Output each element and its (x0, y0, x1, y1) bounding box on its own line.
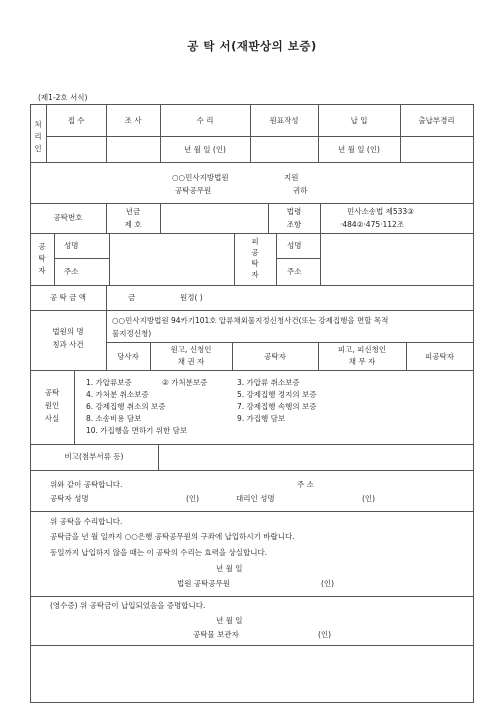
cause-item: 7. 강제집행 속행의 보증 (237, 402, 317, 411)
processor-label: 처 리 인 (34, 120, 42, 153)
deposit-number-label: 공탁번호 (53, 213, 83, 222)
party-depositor: 공탁자 (264, 352, 286, 361)
depositee-name-label: 성명 (287, 241, 302, 250)
accept-date: 년 월 일 (인) (184, 145, 226, 154)
table-rule (158, 444, 159, 470)
table-rule (160, 203, 161, 233)
table-rule (30, 104, 31, 162)
year-label: 년금 (125, 207, 141, 216)
custodian-label: 공탁물 보관자 (193, 630, 239, 639)
party-label: 당사자 (117, 352, 139, 361)
accept-date-line: 년 월 일 (216, 564, 243, 573)
header-ledger: 원표작성 (269, 116, 299, 125)
number-label: 제 호 (124, 220, 142, 229)
receipt-date-line: 년 월 일 (216, 616, 243, 625)
accept-text-3: 동일까지 납입하지 않을 때는 이 공탁의 수리는 효력을 상실합니다. (50, 548, 268, 557)
party-depositee: 피공탁자 (425, 352, 454, 361)
header-accept: 수 리 (196, 116, 214, 125)
table-rule (109, 233, 110, 285)
creditor-label: 채 권 자 (177, 357, 205, 366)
table-rule (74, 370, 75, 444)
depositor-seal: (인) (186, 494, 200, 503)
table-rule (276, 233, 277, 285)
table-rule (473, 104, 474, 162)
court-branch: 지원 (284, 173, 299, 182)
table-rule (30, 511, 474, 512)
table-rule (30, 370, 474, 371)
table-rule (106, 104, 107, 162)
cause-item: 6. 강제집행 취소의 보증 (86, 402, 166, 411)
cause-item: 3. 가압류 취소보증 (237, 378, 300, 387)
outer-border-bottom (30, 702, 474, 703)
cause-item: 9. 가집행 담보 (237, 414, 286, 423)
article-label: 조항 (286, 220, 302, 229)
table-rule (30, 596, 474, 597)
depositor-sign-label: 공탁자 성명 (50, 494, 89, 503)
table-border (30, 104, 474, 105)
address-label: 주 소 (297, 480, 314, 489)
article-value: ·484②·475·112조 (340, 220, 405, 229)
court-name: ○○민사지방법원 (172, 173, 229, 182)
header-payment: 납 입 (350, 116, 368, 125)
officer-seal: (인) (321, 579, 335, 588)
document-title: 공 탁 서(재판상의 보증) (187, 39, 317, 53)
agent-name-label: 대리인 성명 (236, 494, 275, 503)
table-rule (400, 104, 401, 162)
cause-item: 1. 가압류보증 (86, 378, 132, 387)
payment-date: 년 월 일 (인) (338, 145, 380, 154)
depositor-address-label: 주소 (64, 267, 79, 276)
table-rule (276, 258, 320, 259)
amount-prefix: 금 (128, 293, 136, 302)
declaration-text: 위와 같이 공탁합니다. (50, 480, 123, 489)
table-rule (320, 233, 321, 285)
case-label-2: 칭과 사건 (52, 340, 84, 349)
table-rule (30, 233, 474, 234)
table-rule (30, 444, 474, 445)
table-rule (30, 470, 474, 471)
cause-item: ② 가처분보증 (162, 378, 208, 387)
table-rule (106, 285, 107, 310)
amount-label: 공 탁 금 액 (49, 293, 87, 302)
receipt-text: (영수증) 위 공탁금이 납입되었음을 증명합니다. (50, 601, 206, 610)
table-rule (30, 310, 474, 311)
court-officer-label: 법원 공탁공무원 (177, 579, 231, 588)
amount-unit: 원정( ) (180, 293, 203, 302)
header-cashbook: 출납부경리 (418, 116, 455, 125)
accept-text-1: 위 공탁을 수리합니다. (50, 517, 123, 526)
table-rule (46, 104, 47, 162)
agent-seal: (인) (362, 494, 376, 503)
case-label-1: 법원의 명 (52, 327, 84, 336)
remarks-label: 비고(첨부서류 등) (64, 452, 124, 461)
table-rule (30, 162, 474, 163)
law-label: 법령 (286, 207, 302, 216)
case-text-1: ○○민사지방법원 94카기101호 압류채외물지정신청사건(또는 강제집행을 면할 목적 (112, 316, 389, 325)
depositee-address-label: 주소 (287, 267, 302, 276)
outer-border-right (473, 162, 474, 703)
law-value: 민사소송법 제533③ (347, 207, 414, 216)
cause-label: 공탁 원인 사실 (44, 388, 60, 423)
depositor-name-label: 성명 (64, 241, 79, 250)
cause-item: 4. 가처분 취소보증 (86, 390, 149, 399)
officer-title: 공탁공무원 (175, 186, 212, 195)
addressee-suffix: 귀하 (293, 186, 308, 195)
table-rule (30, 285, 474, 286)
plaintiff-label: 원고, 신청인 (170, 345, 212, 354)
debtor-label: 채 무 자 (348, 357, 376, 366)
case-text-2: 물지정신청) (112, 329, 152, 338)
table-rule (30, 203, 474, 204)
table-rule (234, 233, 235, 285)
table-rule (106, 342, 474, 343)
cause-item: 10. 가집행을 면하기 위한 담보 (86, 426, 188, 435)
table-rule (106, 310, 107, 370)
header-review: 조 사 (124, 116, 142, 125)
header-receipt: 접 수 (67, 116, 85, 125)
table-rule (54, 258, 109, 259)
table-rule (250, 104, 251, 162)
table-rule (46, 136, 474, 137)
defendant-label: 피고, 피신청인 (337, 345, 387, 354)
accept-text-2: 공탁금을 년 월 일까지 ○○은행 공탁공무원의 구좌에 납입하시기 바랍니다. (50, 532, 295, 541)
depositor-label: 공 탁 자 (38, 242, 46, 275)
outer-border-left (30, 162, 31, 703)
depositee-label: 피 공 탁 자 (251, 237, 259, 279)
cause-item: 8. 소송비용 담보 (86, 414, 142, 423)
table-rule (54, 233, 55, 285)
table-rule (320, 203, 321, 233)
form-number: (제1-2호 서식) (38, 93, 88, 102)
custodian-seal: (인) (318, 630, 332, 639)
table-rule (30, 645, 474, 646)
cause-item: 5. 강제집행 정지의 보증 (237, 390, 317, 399)
